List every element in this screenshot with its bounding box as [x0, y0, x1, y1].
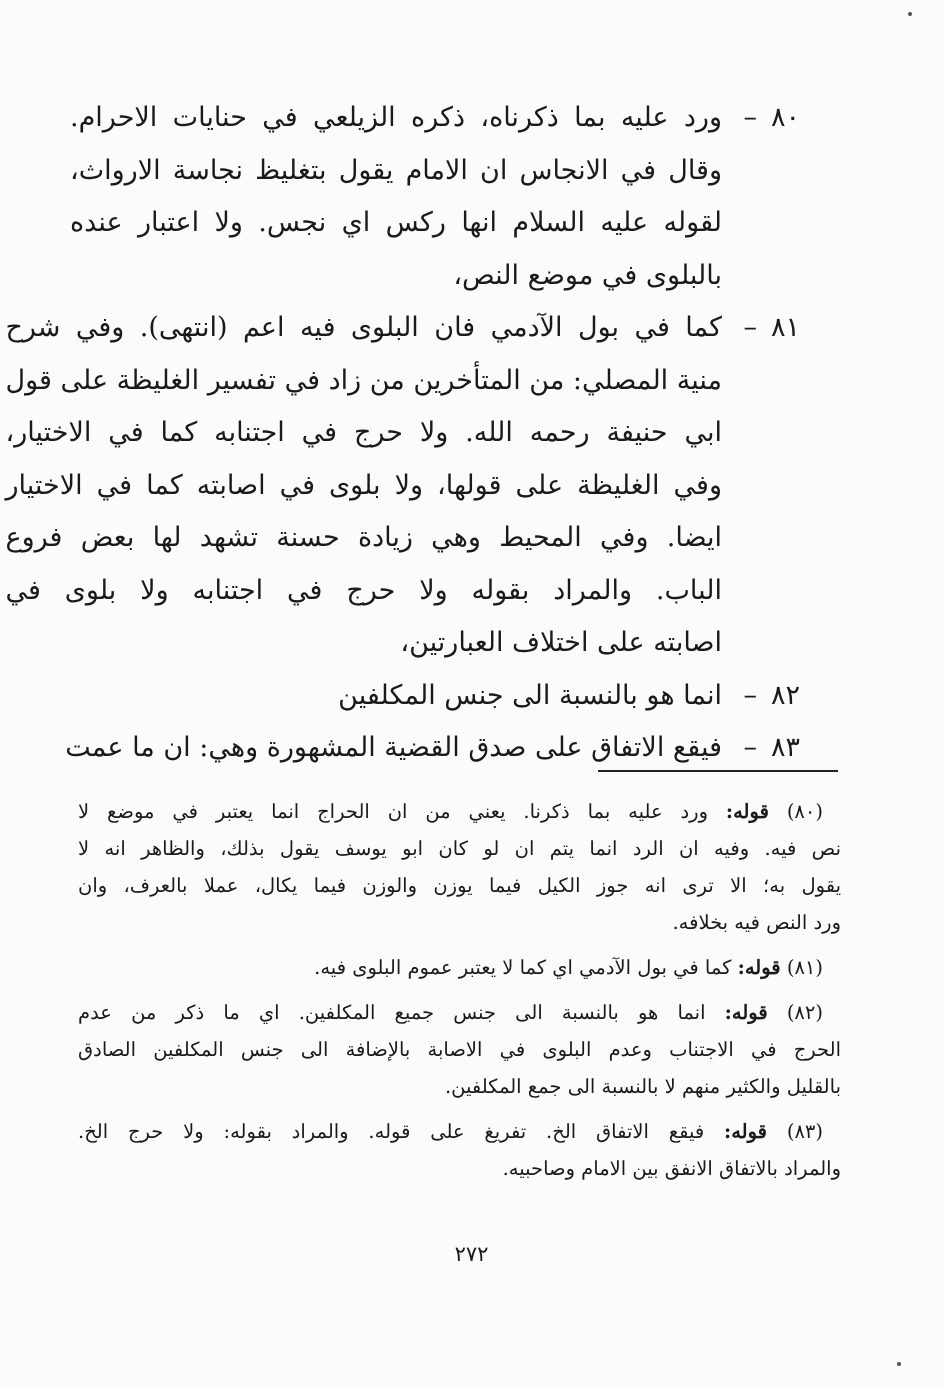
text-line: وفي الغليظة على قولها، ولا بلوى في اصابته كما في الاختيار [5, 469, 722, 501]
text-line: فيقع الاتفاق على صدق القضية المشهورة وهي: ان ما عمت [65, 732, 722, 763]
footnote-line: الحرج في الاجتناب وعدم البلوى في الاصابة بالإضافة الى جنس المكلفين الصادق [78, 1038, 841, 1061]
footnote-line: ورد النص فيه بخلافه. [672, 911, 841, 934]
text-line: انما هو بالنسبة الى جنس المكلفين [338, 679, 722, 711]
entry-83 [65, 722, 800, 775]
footnote-82 [78, 994, 841, 1105]
scan-speck [897, 1362, 901, 1366]
text-line: منية المصلي: من المتأخرين من زاد في تفسير الغليظة على قول [5, 364, 722, 396]
text-line: الباب. والمراد بقوله ولا حرج في اجتنابه ولا بلوى في [5, 574, 722, 606]
footnote-number: (٨١) [786, 956, 823, 979]
footnote-keyword: قوله: [725, 800, 769, 823]
footnotes [78, 793, 841, 1195]
text-line: لقوله عليه السلام انها ركس اي نجس. ولا اعتبار عنده [70, 207, 722, 238]
footnote-number: (٨٠) [786, 800, 823, 823]
entry-82 [70, 670, 800, 723]
entry-number: ٨١ [770, 312, 800, 343]
text-line: اصابته على اختلاف العبارتين، [400, 627, 722, 658]
text-line: ابي حنيفة رحمه الله. ولا حرج في اجتنابه كما في الاختيار، [5, 417, 722, 448]
footnote-line: والمراد بالاتفاق الانفق بين الامام وصاحبيه. [502, 1157, 841, 1180]
entry-dash: – [743, 102, 757, 133]
footnote-line: يقول به؛ الا ترى انه جوز الكيل فيما يوزن والوزن فيما يكال، عملا بالعرف، وان [78, 874, 841, 897]
footnote-text: فيقع الاتفاق الخ. تفريغ على قوله. والمراد بقوله: ولا حرج الخ. [78, 1120, 705, 1143]
entry-body [70, 92, 722, 302]
footnote-text: ورد عليه بما ذكرنا. يعني من ان الحراج انما يعتبر في موضع لا [78, 800, 708, 823]
footnote-number: (٨٢) [786, 1001, 823, 1024]
footnote-keyword: قوله: [737, 956, 781, 979]
footnote-keyword: قوله: [724, 1001, 768, 1024]
text-line: ايضا. وفي المحيط وهي زيادة حسنة تشهد لها بعض فروع [5, 522, 722, 553]
footnote-83 [78, 1113, 841, 1187]
scan-speck [908, 12, 912, 16]
footnote-80 [78, 793, 841, 941]
footnote-line: نص فيه. وفيه ان الرد انما يتم ان لو كان ابو يوسف يقول بذلك، والظاهر انه لا [78, 837, 841, 860]
text-line: كما في بول الآدمي فان البلوى فيه اعم (انتهى). وفي شرح [5, 312, 722, 343]
entry-number: ٨٣ [770, 732, 800, 763]
entry-body [5, 302, 722, 670]
text-line: ورد عليه بما ذكرناه، ذكره الزيلعي في حنايات الاحرام. [70, 102, 722, 133]
page-number: ٢٧٢ [454, 1242, 489, 1266]
footnote-81 [78, 949, 841, 986]
text-line: وقال في الانجاس ان الامام يقول بتغليظ نجاسة الارواث، [70, 154, 722, 186]
entry-body [70, 670, 722, 723]
main-text [5, 92, 800, 775]
entry-body [65, 722, 722, 775]
footnote-separator [598, 770, 838, 772]
entry-dash: – [743, 679, 757, 711]
entry-dash: – [743, 312, 757, 343]
footnote-keyword: قوله: [724, 1120, 768, 1143]
entry-80 [70, 92, 800, 302]
entry-number: ٨٠ [770, 102, 800, 133]
footnote-line: بالقليل والكثير منهم لا بالنسبة الى جمع المكلفين. [444, 1075, 841, 1098]
text-line: بالبلوى في موضع النص، [453, 259, 722, 291]
entry-dash: – [743, 732, 757, 763]
footnote-text: كما في بول الآدمي اي كما لا يعتبر عموم البلوى فيه. [314, 956, 732, 979]
footnote-text: انما هو بالنسبة الى جنس جميع المكلفين. اي ما ذكر من عدم [78, 1001, 706, 1024]
footnote-number: (٨٣) [786, 1120, 824, 1143]
entry-81 [5, 302, 800, 670]
entry-number: ٨٢ [770, 679, 800, 711]
